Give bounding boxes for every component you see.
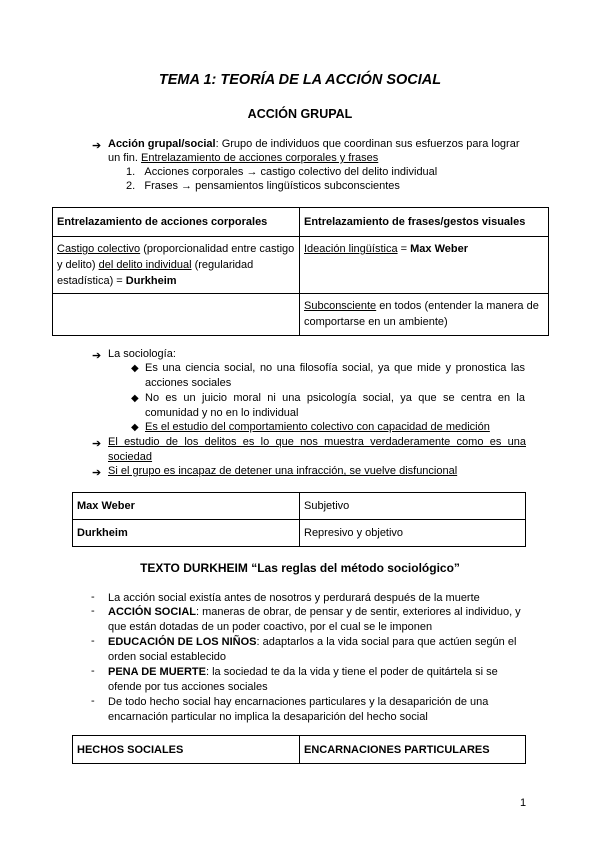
- section-heading-accion-grupal: ACCIÓN GRUPAL: [247, 107, 353, 121]
- table-header: HECHOS SOCIALES: [73, 736, 300, 764]
- sociology-point: Es una ciencia social, no una filosofía social, ya que mide y pronostica las acciones sociales: [145, 362, 525, 389]
- sociology-extra: El estudio de los delitos es lo que nos muestra verdaderamente como es una sociedad: [108, 436, 526, 463]
- diamond-bullet-icon: ◆: [131, 422, 139, 433]
- table-cell: Subjetivo: [300, 493, 526, 520]
- table-cell: Ideación lingüística = Max Weber: [300, 237, 549, 294]
- numbered-item: 2. Frases → pensamientos lingüísticos subconscientes: [126, 180, 400, 192]
- arrow-bullet-icon: ➔: [92, 438, 102, 450]
- table-header: Entrelazamiento de acciones corporales: [53, 208, 300, 237]
- table-header: Entrelazamiento de frases/gestos visuales: [300, 208, 549, 237]
- page-number: 1: [520, 797, 527, 809]
- section-heading-durkheim: TEXTO DURKHEIM “Las reglas del método sociológico”: [140, 561, 460, 575]
- sociology-extra: Si el grupo es incapaz de detener una infracción, se vuelve disfuncional: [108, 465, 458, 477]
- arrow-bullet-icon: ➔: [92, 350, 102, 362]
- authors-table: [72, 492, 526, 547]
- table-cell: Subconsciente en todos (entender la manera de comportarse en un ambiente): [300, 294, 549, 336]
- table-header: ENCARNACIONES PARTICULARES: [300, 736, 526, 764]
- entrelazamiento-table: [52, 207, 549, 336]
- durkheim-item: PENA DE MUERTE: la sociedad te da la vida y tiene el poder de quitártela si se ofende por tus acciones sociales: [108, 666, 498, 693]
- diamond-bullet-icon: ◆: [131, 393, 139, 404]
- page-title: TEMA 1: TEORÍA DE LA ACCIÓN SOCIAL: [158, 72, 442, 88]
- hechos-table: [72, 735, 526, 764]
- definition-text-a: : Grupo de individuos que coordinan sus esfuerzos para lograr: [215, 138, 520, 150]
- sociology-point: No es un juicio moral ni una psicología social, ya que se centra en la comunidad y no en lo individual: [145, 392, 525, 419]
- definition-line-1: [108, 137, 520, 152]
- arrow-bullet-icon: ➔: [92, 467, 102, 479]
- dash-bullet: -: [91, 635, 95, 647]
- table-cell: Represivo y objetivo: [300, 520, 526, 547]
- table-cell: Max Weber: [73, 493, 300, 520]
- durkheim-item: EDUCACIÓN DE LOS NIÑOS: adaptarlos a la vida social para que actúen según el orden social establecido: [108, 636, 517, 663]
- numbered-item: 1. Acciones corporales → castigo colectivo del delito individual: [126, 166, 438, 178]
- arrow-bullet-icon: ➔: [92, 140, 102, 152]
- sociology-point: Es el estudio del comportamiento colectivo con capacidad de medición: [145, 421, 490, 433]
- table-cell: Durkheim: [73, 520, 300, 547]
- durkheim-item: La acción social existía antes de nosotros y perdurará después de la muerte: [108, 592, 480, 604]
- table-cell: Castigo colectivo (proporcionalidad entre castigo y delito) del delito individual (regularidad estadística) = Durkheim: [53, 237, 300, 294]
- dash-bullet: -: [91, 695, 95, 707]
- definition-underlined: Entrelazamiento de acciones corporales y frases: [141, 152, 379, 164]
- definition-term: Acción grupal/social: [108, 138, 216, 150]
- diamond-bullet-icon: ◆: [131, 363, 139, 374]
- definition-line-2: [108, 151, 378, 166]
- dash-bullet: -: [91, 665, 95, 677]
- dash-bullet: -: [91, 605, 95, 617]
- table-cell-empty: [53, 294, 300, 336]
- durkheim-item: ACCIÓN SOCIAL: maneras de obrar, de pensar y de sentir, exteriores al individuo, y que están dotadas de un poder coactivo, por el cual se le imponen: [108, 606, 521, 633]
- sociology-label: La sociología:: [108, 348, 176, 360]
- durkheim-item: De todo hecho social hay encarnaciones particulares y la desaparición de una encarnación particular no implica la desaparición del hecho social: [108, 696, 489, 723]
- dash-bullet: -: [91, 591, 95, 603]
- definition-text-b: un fin.: [108, 152, 142, 164]
